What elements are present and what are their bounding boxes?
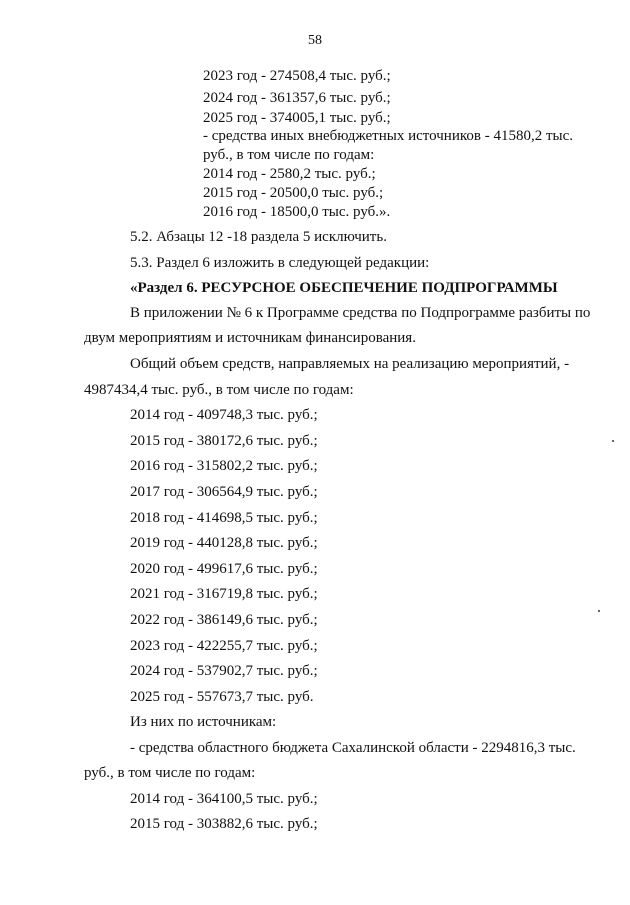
list-item: 2025 год - 557673,7 тыс. руб. bbox=[130, 689, 314, 705]
list-item: 2022 год - 386149,6 тыс. руб.; bbox=[130, 612, 318, 628]
regional-budget-line-1: - средства областного бюджета Сахалинской области - 2294816,3 тыс. bbox=[130, 740, 576, 756]
regional-budget-line-2: руб., в том числе по годам: bbox=[84, 765, 256, 781]
list-item: 2017 год - 306564,9 тыс. руб.; bbox=[130, 484, 318, 500]
list-item: 2023 год - 422255,7 тыс. руб.; bbox=[130, 638, 318, 654]
list-item: 2014 год - 364100,5 тыс. руб.; bbox=[130, 791, 318, 807]
list-item: 2024 год - 361357,6 тыс. руб.; bbox=[203, 90, 391, 106]
list-item: 2018 год - 414698,5 тыс. руб.; bbox=[130, 510, 318, 526]
item-5-3: 5.3. Раздел 6 изложить в следующей редакции: bbox=[130, 255, 430, 271]
list-item: 2021 год - 316719,8 тыс. руб.; bbox=[130, 586, 318, 602]
list-item: 2025 год - 374005,1 тыс. руб.; bbox=[203, 110, 391, 126]
paragraph-2-line-1: Общий объем средств, направляемых на реализацию мероприятий, - bbox=[130, 356, 570, 372]
list-item: 2015 год - 303882,6 тыс. руб.; bbox=[130, 816, 318, 832]
scan-speck bbox=[598, 610, 600, 612]
list-item: 2016 год - 18500,0 тыс. руб.». bbox=[203, 204, 391, 220]
item-5-2: 5.2. Абзацы 12 -18 раздела 5 исключить. bbox=[130, 229, 387, 245]
list-item: 2015 год - 380172,6 тыс. руб.; bbox=[130, 433, 318, 449]
paragraph-1-line-1: В приложении № 6 к Программе средства по Подпрограмме разбиты по bbox=[130, 305, 591, 321]
paragraph-2-line-2: 4987434,4 тыс. руб., в том числе по годам: bbox=[84, 382, 354, 398]
page-number: 58 bbox=[308, 33, 322, 48]
extrabudget-line-1: - средства иных внебюджетных источников - 41580,2 тыс. bbox=[203, 128, 573, 144]
list-item: 2024 год - 537902,7 тыс. руб.; bbox=[130, 663, 318, 679]
list-item: 2016 год - 315802,2 тыс. руб.; bbox=[130, 458, 318, 474]
extrabudget-line-2: руб., в том числе по годам: bbox=[203, 147, 375, 163]
list-item: 2020 год - 499617,6 тыс. руб.; bbox=[130, 561, 318, 577]
list-item: 2019 год - 440128,8 тыс. руб.; bbox=[130, 535, 318, 551]
list-item: 2015 год - 20500,0 тыс. руб.; bbox=[203, 185, 384, 201]
list-item: 2014 год - 409748,3 тыс. руб.; bbox=[130, 407, 318, 423]
list-item: 2023 год - 274508,4 тыс. руб.; bbox=[203, 68, 391, 84]
paragraph-1-line-2: двум мероприятиям и источникам финансирования. bbox=[84, 330, 416, 346]
scan-speck bbox=[612, 440, 614, 442]
list-item: 2014 год - 2580,2 тыс. руб.; bbox=[203, 166, 376, 182]
sources-intro: Из них по источникам: bbox=[130, 714, 277, 730]
section-heading: «Раздел 6. РЕСУРСНОЕ ОБЕСПЕЧЕНИЕ ПОДПРОГРАММЫ bbox=[130, 280, 558, 296]
